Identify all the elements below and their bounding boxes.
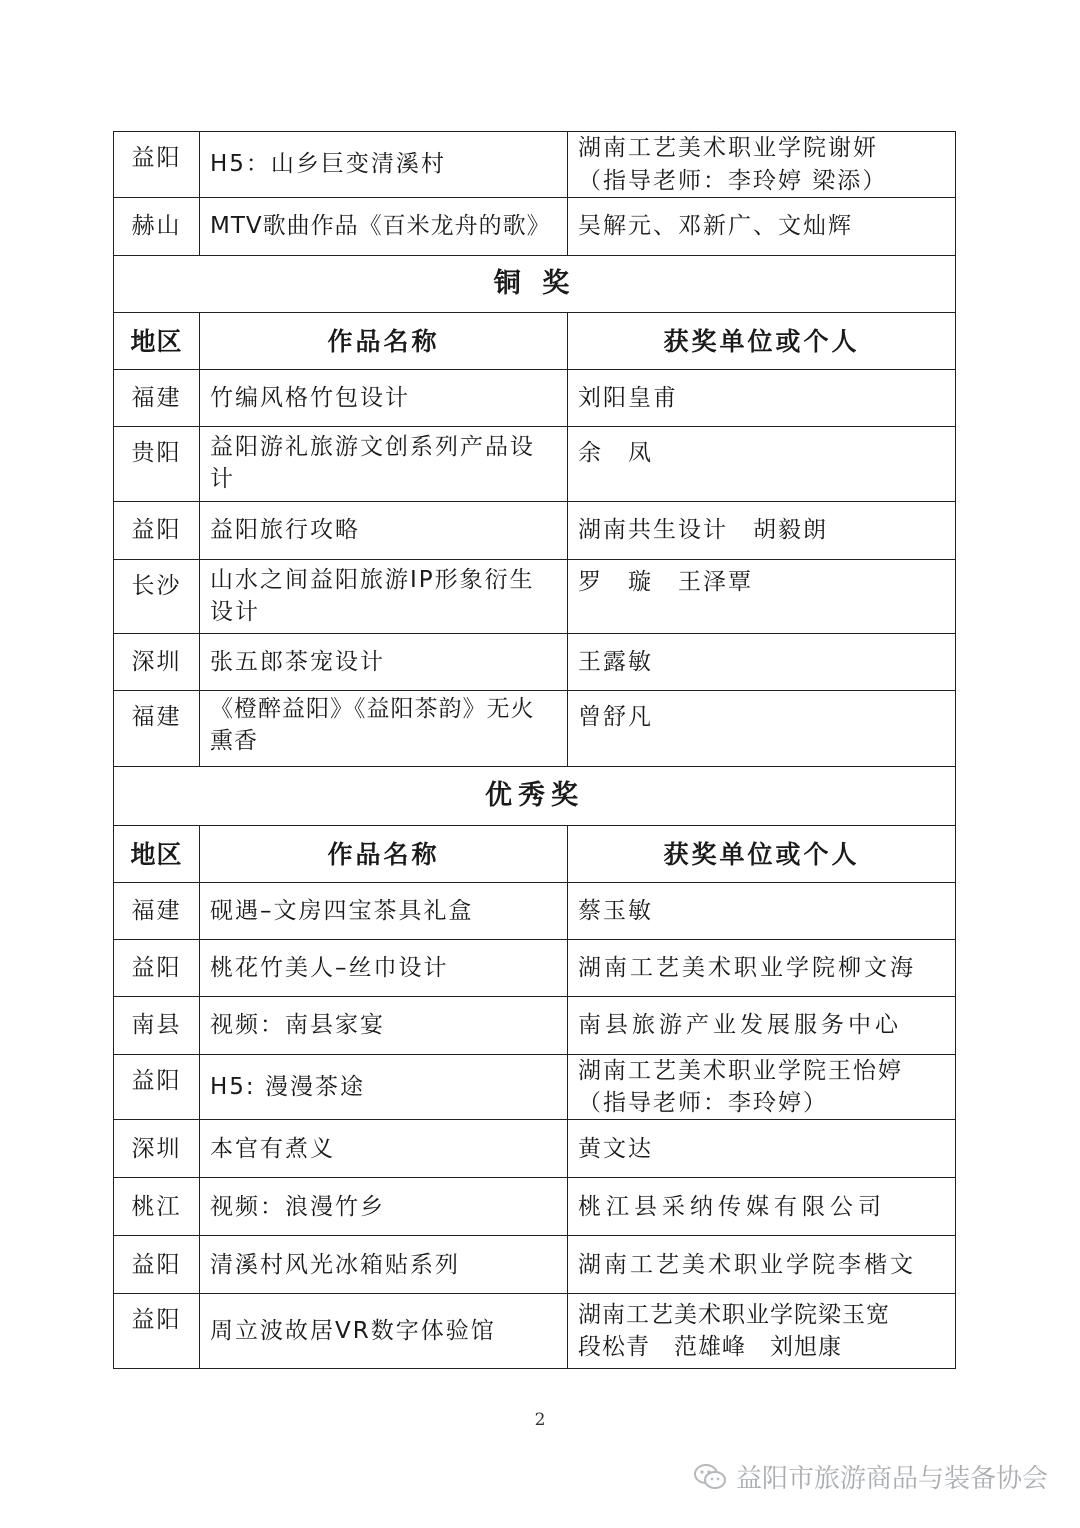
page-number: 2 <box>534 1410 546 1430</box>
header-winner: 获奖单位或个人 <box>568 313 956 370</box>
work-cell: 视频：浪漫竹乡 <box>200 1178 568 1236</box>
awards-table <box>113 131 956 1369</box>
header-region: 地区 <box>114 826 200 883</box>
work-cell: 视频：南县家宴 <box>200 997 568 1055</box>
region-cell: 深圳 <box>114 634 200 691</box>
work-cell: 山水之间益阳旅游IP形象衍生设计 <box>200 560 568 634</box>
winner-cell: 湖南工艺美术职业学院李楷文 <box>568 1236 956 1294</box>
winner-line: 湖南工艺美术职业学院梁玉宽 <box>578 1302 890 1329</box>
work-cell: 竹编风格竹包设计 <box>200 370 568 427</box>
winner-line: （指导老师：李玲婷 梁添） <box>578 167 888 194</box>
work-cell: 本官有煮义 <box>200 1120 568 1178</box>
section-row <box>114 256 956 313</box>
header-region: 地区 <box>114 313 200 370</box>
header-work: 作品名称 <box>200 313 568 370</box>
table-row <box>114 883 956 940</box>
region-cell: 赫山 <box>114 198 200 256</box>
wechat-icon <box>692 1462 728 1492</box>
table-row <box>114 560 956 634</box>
region-cell: 益阳 <box>114 1294 200 1369</box>
winner-cell: 吴解元、邓新广、文灿辉 <box>568 198 956 256</box>
table-row <box>114 1178 956 1236</box>
winner-cell: 桃江县采纳传媒有限公司 <box>568 1178 956 1236</box>
table-row <box>114 1294 956 1369</box>
watermark <box>692 1458 1048 1495</box>
winner-line: （指导老师：李玲婷） <box>578 1090 828 1117</box>
section-row <box>114 767 956 826</box>
table-row <box>114 1236 956 1294</box>
table-row <box>114 427 956 502</box>
header-row <box>114 313 956 370</box>
work-cell: 张五郎茶宠设计 <box>200 634 568 691</box>
watermark-text: 益阳市旅游商品与装备协会 <box>735 1464 1048 1494</box>
table-row <box>114 1055 956 1120</box>
region-cell: 福建 <box>114 370 200 427</box>
work-cell: H5: 漫漫茶途 <box>200 1055 568 1120</box>
work-cell: 《橙醉益阳》《益阳茶韵》无火熏香 <box>200 691 568 767</box>
region-cell: 益阳 <box>114 1236 200 1294</box>
table-row <box>114 997 956 1055</box>
work-cell: 周立波故居VR数字体验馆 <box>200 1294 568 1369</box>
winner-cell: 曾舒凡 <box>568 691 956 767</box>
winner-line: 段松青 范雄峰 刘旭康 <box>578 1334 842 1361</box>
winner-cell: 湖南共生设计 胡毅朗 <box>568 502 956 560</box>
section-title-bronze: 铜 奖 <box>114 256 956 313</box>
region-cell: 福建 <box>114 883 200 940</box>
work-cell: 桃花竹美人–丝巾设计 <box>200 940 568 997</box>
region-cell: 南县 <box>114 997 200 1055</box>
table-row <box>114 132 956 198</box>
winner-cell: 南县旅游产业发展服务中心 <box>568 997 956 1055</box>
winner-line: 湖南工艺美术职业学院谢妍 <box>578 135 878 162</box>
winner-cell: 罗 璇 王泽覃 <box>568 560 956 634</box>
region-cell: 益阳 <box>114 132 200 198</box>
region-cell: 益阳 <box>114 940 200 997</box>
winner-cell: 蔡玉敏 <box>568 883 956 940</box>
region-cell: 桃江 <box>114 1178 200 1236</box>
table-row <box>114 1120 956 1178</box>
region-cell: 深圳 <box>114 1120 200 1178</box>
region-cell: 益阳 <box>114 502 200 560</box>
winner-cell <box>568 132 956 198</box>
work-cell: 砚遇–文房四宝茶具礼盒 <box>200 883 568 940</box>
header-work: 作品名称 <box>200 826 568 883</box>
winner-cell <box>568 1294 956 1369</box>
region-cell: 益阳 <box>114 1055 200 1120</box>
header-row <box>114 826 956 883</box>
work-cell: MTV歌曲作品《百米龙舟的歌》 <box>200 198 568 256</box>
region-cell: 贵阳 <box>114 427 200 502</box>
table-row <box>114 198 956 256</box>
work-cell: 益阳旅行攻略 <box>200 502 568 560</box>
winner-cell: 余 凤 <box>568 427 956 502</box>
table-row <box>114 940 956 997</box>
table-row <box>114 502 956 560</box>
table-row <box>114 691 956 767</box>
winner-cell: 黄文达 <box>568 1120 956 1178</box>
winner-line: 湖南工艺美术职业学院王怡婷 <box>578 1058 903 1084</box>
table-row <box>114 634 956 691</box>
work-cell: 清溪村风光冰箱贴系列 <box>200 1236 568 1294</box>
winner-cell: 刘阳皇甫 <box>568 370 956 427</box>
region-cell: 长沙 <box>114 560 200 634</box>
work-cell: H5：山乡巨变清溪村 <box>200 132 568 198</box>
region-cell: 福建 <box>114 691 200 767</box>
work-cell: 益阳游礼旅游文创系列产品设计 <box>200 427 568 502</box>
header-winner: 获奖单位或个人 <box>568 826 956 883</box>
winner-cell <box>568 1055 956 1120</box>
table-row <box>114 370 956 427</box>
winner-cell: 王露敏 <box>568 634 956 691</box>
section-title-excellence: 优秀奖 <box>114 767 956 826</box>
winner-cell: 湖南工艺美术职业学院柳文海 <box>568 940 956 997</box>
